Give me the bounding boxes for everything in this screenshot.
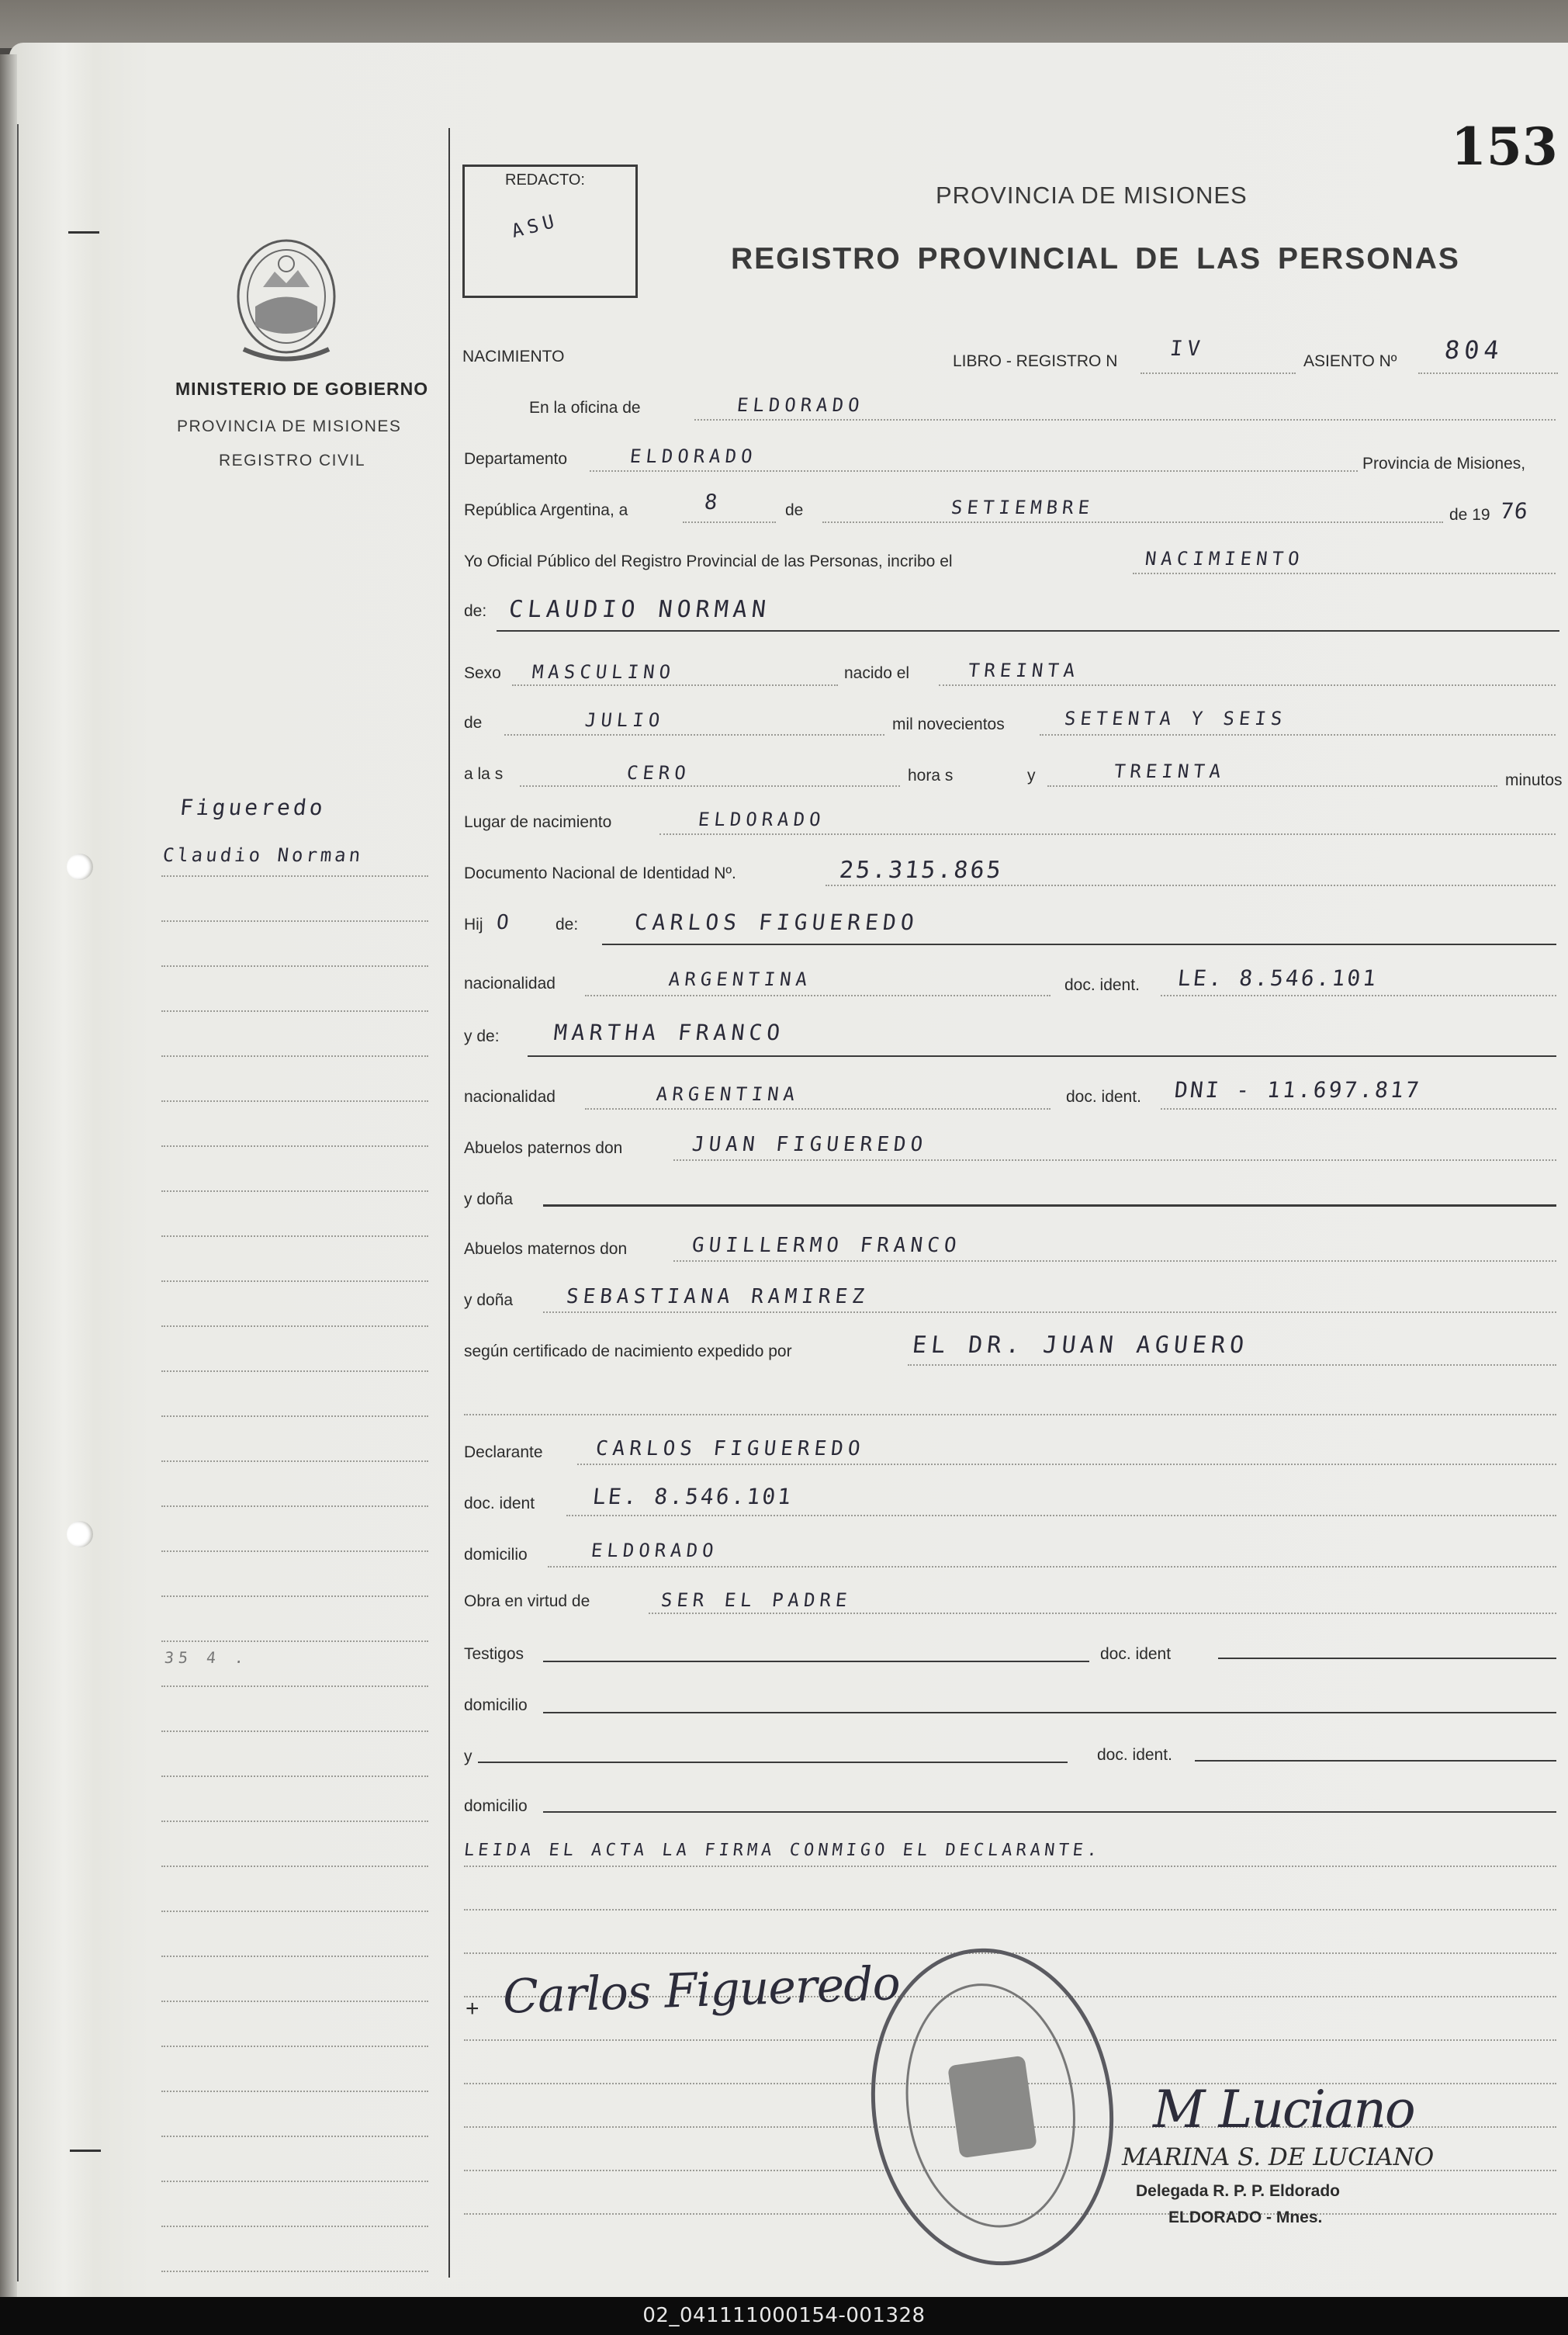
ministry-province: PROVINCIA DE MISIONES bbox=[177, 417, 402, 435]
docident1-label: doc. ident. bbox=[1064, 976, 1140, 994]
nacido-label: nacido el bbox=[844, 664, 910, 682]
y2-label: y bbox=[464, 1748, 472, 1765]
domicilio1-label: domicilio bbox=[464, 1546, 528, 1564]
left-ruled-line bbox=[161, 1595, 428, 1597]
coat-of-arms-icon bbox=[228, 233, 344, 365]
left-ruled-line bbox=[161, 1640, 428, 1642]
registry-title: REGISTRO PROVINCIAL DE LAS PERSONAS bbox=[731, 242, 1460, 275]
nac1-label: nacionalidad bbox=[464, 975, 556, 993]
month2-line bbox=[504, 734, 884, 736]
docident5-label: doc. ident. bbox=[1097, 1746, 1172, 1764]
year-label: de 19 bbox=[1449, 506, 1490, 524]
redacto-label: REDACTO: bbox=[505, 171, 585, 189]
day-value: 8 bbox=[703, 490, 723, 514]
minutes-line bbox=[1047, 785, 1497, 787]
segun-label: según certificado de nacimiento expedido por bbox=[464, 1342, 792, 1360]
abuelos-p-line bbox=[673, 1159, 1556, 1161]
page-number: 153 bbox=[1451, 116, 1558, 177]
binding-mark bbox=[70, 2150, 101, 2152]
oficial-text: Yo Oficial Público del Registro Provincial de las Personas, incribo el bbox=[464, 553, 953, 570]
name-line bbox=[497, 630, 1559, 632]
obra-line bbox=[649, 1613, 1556, 1614]
blank-line bbox=[464, 1414, 1556, 1415]
column-divider bbox=[448, 128, 450, 2278]
leida-note: LEIDA EL ACTA LA FIRMA CONMIGO EL DECLARANTE. bbox=[462, 1841, 1102, 1860]
oficina-label: En la oficina de bbox=[529, 399, 641, 417]
official-signature: M Luciano bbox=[1153, 2080, 1414, 2139]
domicilio3-label: domicilio bbox=[464, 1797, 528, 1815]
declarante-line bbox=[577, 1464, 1556, 1465]
margin-small-note: 35 4 . bbox=[163, 1648, 250, 1667]
signature-cross: + bbox=[466, 1996, 479, 2021]
scan-background bbox=[0, 0, 1568, 48]
left-ruled-line bbox=[161, 2091, 428, 2092]
domicilio1-line bbox=[548, 1566, 1556, 1568]
de-label: de bbox=[785, 501, 804, 519]
father-line bbox=[602, 944, 1556, 945]
yde-label: y de: bbox=[464, 1027, 500, 1045]
domicilio2-label: domicilio bbox=[464, 1696, 528, 1714]
obra-label: Obra en virtud de bbox=[464, 1592, 590, 1610]
departamento-line bbox=[590, 470, 1358, 472]
sexo-value: MASCULINO bbox=[531, 661, 677, 683]
provincia-suffix: Provincia de Misiones, bbox=[1362, 455, 1526, 473]
domicilio2-line bbox=[543, 1712, 1556, 1713]
docident1-value: LE. 8.546.101 bbox=[1176, 965, 1379, 991]
left-ruled-line bbox=[161, 1911, 428, 1912]
left-ruled-line bbox=[161, 1415, 428, 1417]
docident3-line bbox=[566, 1515, 1556, 1516]
left-ruled-line bbox=[161, 1776, 428, 1777]
docident2-label: doc. ident. bbox=[1066, 1088, 1141, 1106]
declarante-value: CARLOS FIGUEREDO bbox=[594, 1437, 867, 1460]
abuelos-m-value: GUILLERMO FRANCO bbox=[691, 1234, 963, 1257]
official-place: ELDORADO - Mnes. bbox=[1168, 2209, 1323, 2226]
binding-hole bbox=[67, 854, 93, 880]
domicilio3-line bbox=[543, 1811, 1556, 1813]
docident3-label: doc. ident bbox=[464, 1495, 535, 1512]
nacido-value: TREINTA bbox=[967, 660, 1081, 681]
lugar-value: ELDORADO bbox=[697, 809, 827, 830]
redacto-value: ASU bbox=[509, 209, 561, 243]
mother-value: MARTHA FRANCO bbox=[552, 1020, 786, 1045]
de2-label: de bbox=[464, 714, 483, 732]
left-ruled-line bbox=[161, 1505, 428, 1507]
sexo-label: Sexo bbox=[464, 664, 501, 682]
hijo-suffix: O bbox=[495, 911, 515, 934]
left-ruled-line bbox=[161, 1055, 428, 1057]
ydona2-line bbox=[543, 1311, 1556, 1313]
docident3-value: LE. 8.546.101 bbox=[591, 1484, 794, 1509]
left-ruled-line bbox=[161, 1280, 428, 1282]
alas-label: a la s bbox=[464, 765, 504, 783]
ministry-title: MINISTERIO DE GOBIERNO bbox=[175, 379, 429, 399]
asiento-label: ASIENTO Nº bbox=[1303, 352, 1397, 370]
hour-value: CERO bbox=[625, 762, 692, 784]
abuelos-p-value: JUAN FIGUEREDO bbox=[691, 1133, 929, 1156]
left-ruled-line bbox=[161, 1100, 428, 1102]
testigos-label: Testigos bbox=[464, 1645, 524, 1663]
left-ruled-line bbox=[161, 1145, 428, 1147]
nac1-line bbox=[585, 995, 1051, 996]
ydona2-label: y doña bbox=[464, 1291, 514, 1309]
nac2-label: nacionalidad bbox=[464, 1088, 556, 1106]
y2-line bbox=[478, 1762, 1068, 1763]
left-ruled-line bbox=[161, 1235, 428, 1237]
docident4-label: doc. ident bbox=[1100, 1645, 1172, 1663]
year-words-line bbox=[1040, 734, 1556, 736]
libro-line bbox=[1141, 372, 1296, 374]
nac1-value: ARGENTINA bbox=[667, 968, 813, 990]
segun-value: EL DR. JUAN AGUERO bbox=[911, 1332, 1250, 1359]
hijo-de-label: de: bbox=[556, 916, 579, 934]
notes-line bbox=[464, 1866, 1556, 1867]
official-role: Delegada R. P. P. Eldorado bbox=[1136, 2182, 1340, 2200]
oficina-value: ELDORADO bbox=[736, 394, 866, 416]
mil-label: mil novecientos bbox=[892, 715, 1005, 733]
docident2-line bbox=[1161, 1108, 1556, 1110]
left-rule bbox=[17, 124, 19, 2281]
book-spine-edge bbox=[0, 54, 17, 2302]
minutes-value: TREINTA bbox=[1113, 760, 1227, 782]
docident4-line bbox=[1218, 1658, 1556, 1659]
left-ruled-line bbox=[161, 965, 428, 967]
left-ruled-line bbox=[161, 2181, 428, 2182]
departamento-label: Departamento bbox=[464, 450, 568, 468]
left-ruled-line bbox=[161, 1190, 428, 1192]
abuela-m-value: SEBASTIANA RAMIREZ bbox=[565, 1285, 871, 1308]
inscribe-line bbox=[1133, 573, 1556, 574]
dni-value: 25.315.865 bbox=[838, 857, 1005, 884]
month2-value: JULIO bbox=[583, 709, 666, 731]
left-ruled-line bbox=[161, 1866, 428, 1867]
month-value: SETIEMBRE bbox=[950, 497, 1096, 518]
nac2-value: ARGENTINA bbox=[655, 1083, 801, 1105]
nacimiento-label: NACIMIENTO bbox=[462, 348, 565, 365]
left-ruled-line bbox=[161, 1821, 428, 1822]
hour-line bbox=[520, 785, 900, 787]
left-ruled-line bbox=[161, 1956, 428, 1957]
ministry-civil-registry: REGISTRO CIVIL bbox=[219, 452, 366, 469]
dni-line bbox=[826, 885, 1556, 886]
margin-surname: Figueredo bbox=[178, 795, 327, 820]
de-name-label: de: bbox=[464, 602, 487, 620]
abuelos-p-label: Abuelos paternos don bbox=[464, 1139, 623, 1157]
official-name: MARINA S. DE LUCIANO bbox=[1122, 2143, 1435, 2171]
docident2-value: DNI - 11.697.817 bbox=[1173, 1077, 1423, 1103]
left-ruled-line bbox=[161, 1370, 428, 1372]
province-title: PROVINCIA DE MISIONES bbox=[936, 182, 1248, 209]
left-ruled-line bbox=[161, 1685, 428, 1687]
y-label: y bbox=[1027, 767, 1036, 785]
notes-line bbox=[464, 1909, 1556, 1911]
docident1-line bbox=[1161, 995, 1556, 996]
left-ruled-line bbox=[161, 1730, 428, 1732]
abuelos-m-line bbox=[673, 1260, 1556, 1262]
domicilio1-value: ELDORADO bbox=[590, 1540, 720, 1561]
margin-name: Claudio Norman bbox=[161, 844, 365, 866]
child-name-value: CLAUDIO NORMAN bbox=[507, 596, 772, 623]
ydona1-strike-line bbox=[543, 1204, 1556, 1207]
year-words-value: SETENTA Y SEIS bbox=[1063, 708, 1288, 729]
left-ruled-line bbox=[161, 2046, 428, 2047]
left-ruled-line bbox=[161, 2271, 428, 2272]
declarante-label: Declarante bbox=[464, 1443, 543, 1461]
scan-footer-code: 02_041111000154-001328 bbox=[642, 2304, 926, 2327]
father-value: CARLOS FIGUEREDO bbox=[633, 909, 920, 935]
mother-line bbox=[528, 1055, 1556, 1057]
asiento-value: 804 bbox=[1443, 335, 1505, 365]
left-ruled-line bbox=[161, 920, 428, 922]
left-ruled-line bbox=[161, 2001, 428, 2002]
binding-hole bbox=[67, 1521, 93, 1547]
binding-mark bbox=[68, 231, 99, 234]
libro-value: IV bbox=[1168, 337, 1206, 361]
hijo-label: Hij bbox=[464, 916, 483, 934]
dni-label: Documento Nacional de Identidad Nº. bbox=[464, 864, 736, 882]
redacto-box bbox=[462, 165, 638, 298]
asiento-line bbox=[1418, 372, 1558, 374]
inscribe-value: NACIMIENTO bbox=[1144, 548, 1305, 570]
year-value: 76 bbox=[1499, 498, 1530, 524]
left-ruled-line bbox=[161, 875, 428, 877]
segun-line bbox=[908, 1364, 1556, 1366]
republica-label: República Argentina, a bbox=[464, 501, 628, 519]
left-ruled-line bbox=[161, 2136, 428, 2137]
left-ruled-line bbox=[161, 1325, 428, 1327]
testigos-line bbox=[543, 1661, 1089, 1662]
left-ruled-line bbox=[161, 1550, 428, 1552]
abuelos-m-label: Abuelos maternos don bbox=[464, 1240, 628, 1258]
horas-label: hora s bbox=[908, 767, 954, 785]
day-line bbox=[683, 521, 776, 523]
departamento-value: ELDORADO bbox=[628, 445, 759, 467]
left-ruled-line bbox=[161, 1460, 428, 1462]
obra-value: SER EL PADRE bbox=[659, 1589, 853, 1611]
left-ruled-line bbox=[161, 1010, 428, 1012]
sexo-line bbox=[512, 684, 838, 686]
libro-label: LIBRO - REGISTRO N bbox=[953, 352, 1118, 370]
minutos-label: minutos bbox=[1505, 771, 1563, 789]
declarant-signature: Carlos Figueredo bbox=[501, 1956, 901, 2025]
ydona1-label: y doña bbox=[464, 1190, 514, 1208]
nacido-line bbox=[939, 684, 1556, 686]
left-ruled-line bbox=[161, 2226, 428, 2227]
oficina-line bbox=[694, 419, 1556, 421]
month-line bbox=[822, 521, 1443, 523]
docident5-line bbox=[1195, 1760, 1556, 1762]
nac2-line bbox=[585, 1108, 1051, 1110]
lugar-label: Lugar de nacimiento bbox=[464, 813, 612, 831]
lugar-line bbox=[659, 833, 1556, 835]
